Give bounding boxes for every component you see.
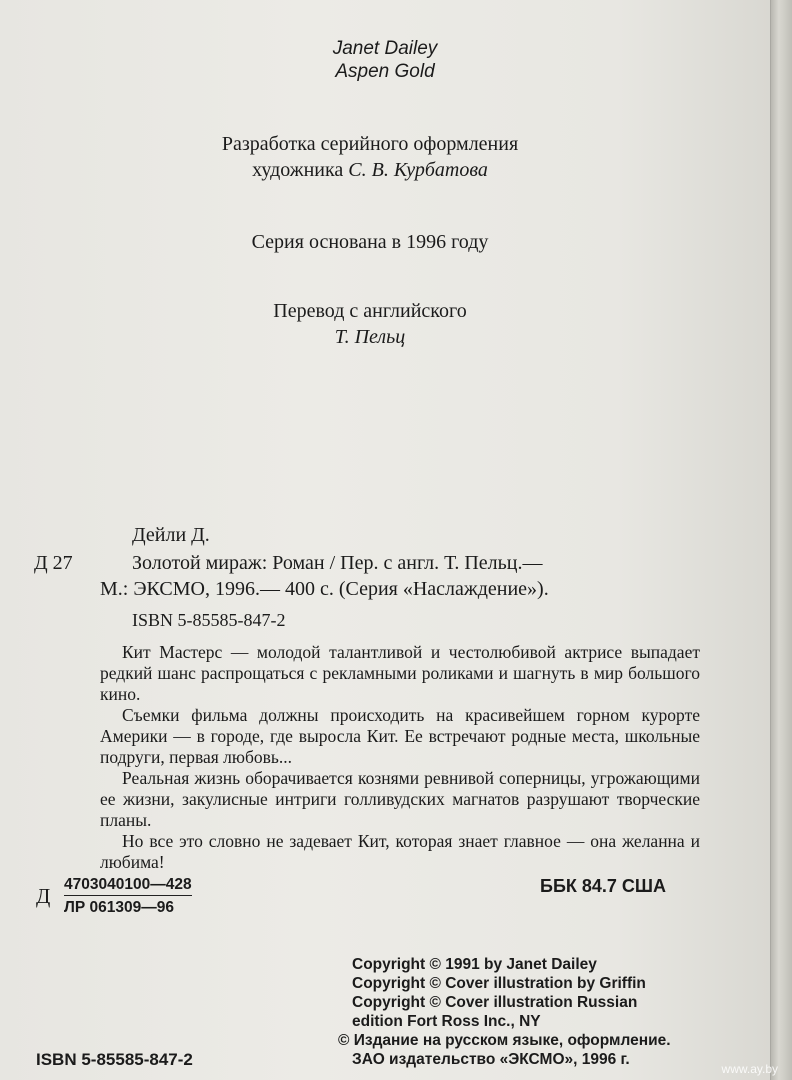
copyright-line: Copyright © Cover illustration Russian bbox=[352, 994, 638, 1011]
catalog-author: Дейли Д. bbox=[132, 524, 210, 546]
page-edge bbox=[770, 0, 792, 1080]
copyright-line: edition Fort Ross Inc., NY bbox=[352, 1013, 541, 1030]
copyright-line: Copyright © 1991 by Janet Dailey bbox=[352, 956, 597, 973]
catalog-isbn: ISBN 5-85585-847-2 bbox=[132, 610, 286, 630]
series-design-prefix: художника bbox=[252, 159, 344, 181]
series-artist: С. В. Курбатова bbox=[348, 159, 488, 181]
series-design-line2 bbox=[120, 159, 620, 182]
abstract-paragraph: Съемки фильма должны происходить на красивейшем горном курорте Америки — в городе, где выросла Кит. Ее встречают родные места, школьные подруги, первая любовь... bbox=[100, 705, 700, 767]
original-title: Aspen Gold bbox=[335, 61, 435, 82]
catalog-imprint-line: М.: ЭКСМО, 1996.— 400 с. (Серия «Наслаждение»). bbox=[100, 578, 549, 600]
translator: Т. Пельц bbox=[334, 326, 406, 348]
classification-letter: Д bbox=[36, 884, 51, 908]
copyright-line: © Издание на русском языке, оформление. bbox=[338, 1032, 671, 1049]
abstract-paragraph: Кит Мастерс — молодой талантливой и честолюбивой актрисе выпадает редкий шанс распрощаться с рекламными роликами и шагнуть в мир большого кино. bbox=[100, 642, 700, 704]
series-founded: Серия основана в 1996 году bbox=[251, 231, 489, 253]
abstract-paragraph: Реальная жизнь оборачивается кознями ревнивой соперницы, угрожающими ее жизни, закулисные интриги голливудских магнатов разрушают творческие планы. bbox=[100, 768, 700, 830]
isbn-bottom: ISBN 5-85585-847-2 bbox=[36, 1050, 193, 1069]
classification-code-top: 4703040100—428 bbox=[64, 876, 192, 896]
copyright-line: ЗАО издательство «ЭКСМО», 1996 г. bbox=[352, 1051, 630, 1068]
classification-code-bottom: ЛР 061309—96 bbox=[64, 899, 174, 916]
bbk-code: ББК 84.7 США bbox=[540, 876, 666, 896]
abstract-paragraph: Но все это словно не задевает Кит, которая знает главное — она желанна и любима! bbox=[100, 831, 700, 872]
copyright-line: Copyright © Cover illustration by Griffin bbox=[352, 975, 646, 992]
catalog-code: Д 27 bbox=[34, 552, 73, 574]
watermark: www.ay.by bbox=[721, 1062, 778, 1076]
catalog-title-line: Золотой мираж: Роман / Пер. с англ. Т. Пельц.— bbox=[132, 552, 543, 574]
abstract bbox=[100, 642, 700, 873]
original-author: Janet Dailey bbox=[332, 38, 438, 59]
translation-line: Перевод с английского bbox=[273, 300, 467, 322]
series-design-line1: Разработка серийного оформления bbox=[221, 133, 519, 155]
